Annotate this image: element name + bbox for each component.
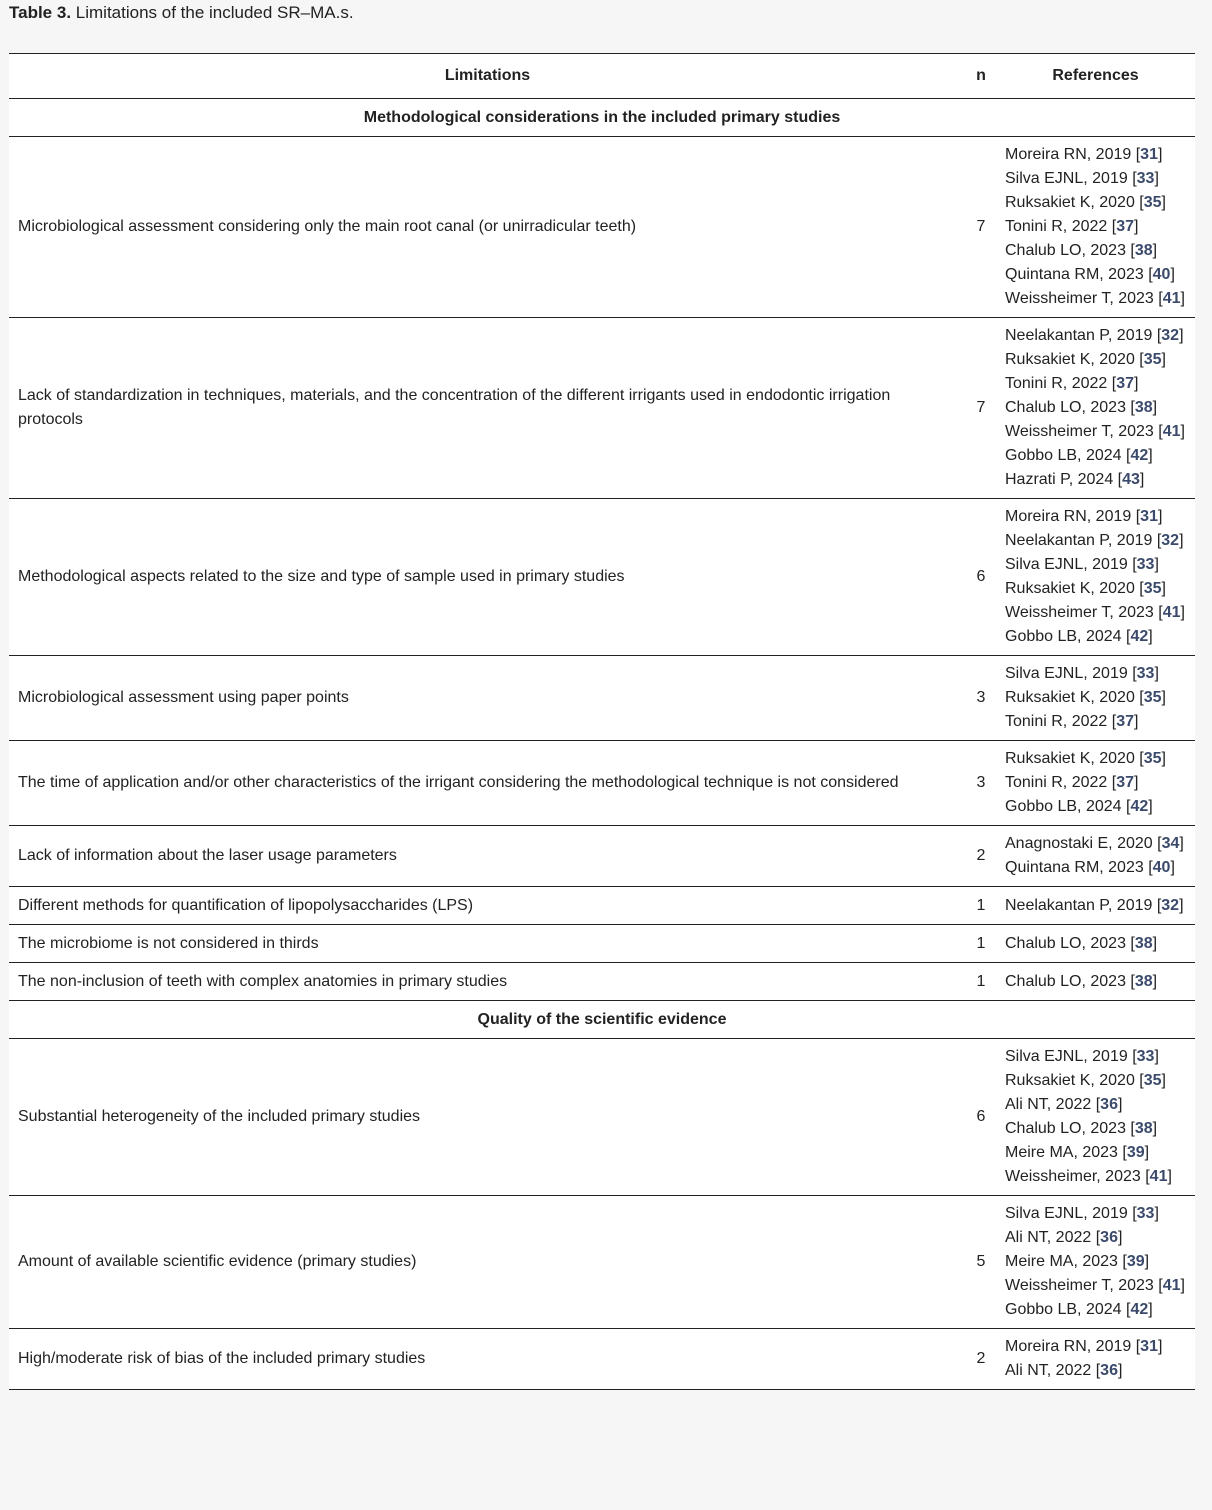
reference-item: Meire MA, 2023 [39] bbox=[1005, 1144, 1150, 1161]
reference-link[interactable]: 42 bbox=[1130, 628, 1149, 645]
limitation-cell: High/moderate risk of bias of the included primary studies bbox=[9, 1329, 966, 1390]
reference-author: Ali NT, 2022 bbox=[1005, 1229, 1096, 1246]
reference-author: Anagnostaki E, 2020 bbox=[1005, 835, 1158, 852]
limitation-cell: Lack of information about the laser usage parameters bbox=[9, 826, 966, 887]
reference-item: Ruksakiet K, 2020 [35] bbox=[1005, 580, 1166, 597]
reference-item: Ali NT, 2022 [36] bbox=[1005, 1229, 1123, 1246]
table-row bbox=[9, 826, 1195, 887]
references-cell bbox=[996, 925, 1195, 963]
reference-item: Tonini R, 2022 [37] bbox=[1005, 774, 1139, 791]
reference-item: Silva EJNL, 2019 [33] bbox=[1005, 665, 1159, 682]
reference-link[interactable]: 39 bbox=[1126, 1253, 1145, 1270]
reference-link[interactable]: 33 bbox=[1136, 556, 1155, 573]
references-cell bbox=[996, 318, 1195, 499]
count-cell: 1 bbox=[966, 963, 996, 1001]
limitation-cell: Amount of available scientific evidence (primary studies) bbox=[9, 1196, 966, 1329]
reference-item: Weissheimer T, 2023 [41] bbox=[1005, 290, 1185, 307]
reference-link[interactable]: 34 bbox=[1161, 835, 1180, 852]
reference-link[interactable]: 32 bbox=[1161, 532, 1180, 549]
references-cell bbox=[996, 741, 1195, 826]
limitation-cell: The non-inclusion of teeth with complex anatomies in primary studies bbox=[9, 963, 966, 1001]
references-cell bbox=[996, 1329, 1195, 1390]
reference-item: Weissheimer T, 2023 [41] bbox=[1005, 1277, 1185, 1294]
reference-item: Silva EJNL, 2019 [33] bbox=[1005, 556, 1159, 573]
reference-item: Neelakantan P, 2019 [32] bbox=[1005, 532, 1184, 549]
reference-author: Silva EJNL, 2019 bbox=[1005, 556, 1133, 573]
limitations-table-container bbox=[9, 53, 1195, 1390]
reference-item: Silva EJNL, 2019 [33] bbox=[1005, 1048, 1159, 1065]
reference-item: Anagnostaki E, 2020 [34] bbox=[1005, 835, 1184, 852]
reference-author: Neelakantan P, 2019 bbox=[1005, 896, 1157, 914]
table-row bbox=[9, 1196, 1195, 1329]
reference-author: Weissheimer, 2023 bbox=[1005, 1168, 1146, 1185]
reference-item: Quintana RM, 2023 [40] bbox=[1005, 859, 1175, 876]
reference-link[interactable]: 36 bbox=[1100, 1096, 1118, 1113]
reference-link[interactable]: 42 bbox=[1130, 798, 1149, 815]
table-row bbox=[9, 137, 1195, 318]
reference-author: Moreira RN, 2019 bbox=[1005, 508, 1136, 525]
reference-item: Moreira RN, 2019 [31] bbox=[1005, 146, 1163, 163]
count-cell: 3 bbox=[966, 741, 996, 826]
reference-link[interactable]: 33 bbox=[1136, 1205, 1155, 1222]
reference-link[interactable]: 31 bbox=[1140, 508, 1158, 525]
table-row bbox=[9, 963, 1195, 1001]
reference-author: Weissheimer T, 2023 bbox=[1005, 604, 1159, 621]
reference-author: Ruksakiet K, 2020 bbox=[1005, 750, 1140, 767]
reference-link[interactable]: 33 bbox=[1136, 170, 1155, 187]
reference-link[interactable]: 32 bbox=[1161, 896, 1180, 914]
reference-item: Ruksakiet K, 2020 [35] bbox=[1005, 351, 1166, 368]
reference-author: Chalub LO, 2023 bbox=[1005, 1120, 1131, 1137]
reference-link[interactable]: 38 bbox=[1134, 242, 1153, 259]
reference-item: Chalub LO, 2023 [38] bbox=[1005, 1120, 1158, 1137]
reference-author: Hazrati P, 2024 bbox=[1005, 471, 1118, 488]
reference-author: Ruksakiet K, 2020 bbox=[1005, 580, 1140, 597]
limitations-table bbox=[9, 53, 1195, 1390]
reference-link[interactable]: 40 bbox=[1152, 859, 1171, 876]
reference-item: Chalub LO, 2023 [38] bbox=[1005, 972, 1158, 990]
reference-item: Silva EJNL, 2019 [33] bbox=[1005, 1205, 1159, 1222]
reference-author: Silva EJNL, 2019 bbox=[1005, 1048, 1133, 1065]
references-cell bbox=[996, 137, 1195, 318]
reference-link[interactable]: 38 bbox=[1134, 399, 1153, 416]
reference-item: Tonini R, 2022 [37] bbox=[1005, 375, 1139, 392]
references-cell bbox=[996, 826, 1195, 887]
reference-item: Gobbo LB, 2024 [42] bbox=[1005, 447, 1153, 464]
count-cell: 2 bbox=[966, 1329, 996, 1390]
reference-item: Chalub LO, 2023 [38] bbox=[1005, 242, 1158, 259]
reference-author: Gobbo LB, 2024 bbox=[1005, 1301, 1126, 1318]
reference-link[interactable]: 41 bbox=[1162, 604, 1181, 621]
reference-author: Moreira RN, 2019 bbox=[1005, 146, 1136, 163]
reference-link[interactable]: 35 bbox=[1143, 351, 1162, 368]
table-caption-label: Table 3. bbox=[9, 3, 72, 22]
reference-link[interactable]: 41 bbox=[1162, 290, 1181, 307]
limitation-cell: Methodological aspects related to the size and type of sample used in primary studies bbox=[9, 499, 966, 656]
reference-author: Meire MA, 2023 bbox=[1005, 1253, 1123, 1270]
table-header-row bbox=[9, 54, 1195, 99]
reference-link[interactable]: 32 bbox=[1161, 327, 1180, 344]
references-cell bbox=[996, 1196, 1195, 1329]
reference-link[interactable]: 37 bbox=[1116, 375, 1134, 392]
reference-link[interactable]: 35 bbox=[1143, 580, 1162, 597]
reference-item: Neelakantan P, 2019 [32] bbox=[1005, 327, 1184, 344]
limitation-cell: The time of application and/or other characteristics of the irrigant considering the methodological technique is not considered bbox=[9, 741, 966, 826]
table-row bbox=[9, 887, 1195, 925]
reference-link[interactable]: 41 bbox=[1162, 423, 1181, 440]
reference-link[interactable]: 36 bbox=[1100, 1229, 1118, 1246]
reference-author: Tonini R, 2022 bbox=[1005, 713, 1112, 730]
reference-item: Ruksakiet K, 2020 [35] bbox=[1005, 194, 1166, 211]
section-title: Methodological considerations in the included primary studies bbox=[9, 99, 1195, 137]
header-limitations: Limitations bbox=[9, 54, 966, 99]
reference-author: Moreira RN, 2019 bbox=[1005, 1338, 1136, 1355]
reference-item: Meire MA, 2023 [39] bbox=[1005, 1253, 1150, 1270]
limitation-cell: The microbiome is not considered in thirds bbox=[9, 925, 966, 963]
reference-author: Neelakantan P, 2019 bbox=[1005, 532, 1157, 549]
limitation-cell: Different methods for quantification of lipopolysaccharides (LPS) bbox=[9, 887, 966, 925]
reference-item: Ruksakiet K, 2020 [35] bbox=[1005, 750, 1166, 767]
reference-author: Ruksakiet K, 2020 bbox=[1005, 1072, 1140, 1089]
references-cell bbox=[996, 499, 1195, 656]
reference-link[interactable]: 42 bbox=[1130, 1301, 1149, 1318]
count-cell: 7 bbox=[966, 318, 996, 499]
reference-author: Gobbo LB, 2024 bbox=[1005, 798, 1126, 815]
table-row bbox=[9, 741, 1195, 826]
table-row bbox=[9, 318, 1195, 499]
reference-item: Quintana RM, 2023 [40] bbox=[1005, 266, 1175, 283]
table-row bbox=[9, 499, 1195, 656]
reference-link[interactable]: 35 bbox=[1143, 1072, 1162, 1089]
reference-item: Neelakantan P, 2019 [32] bbox=[1005, 896, 1184, 914]
count-cell: 3 bbox=[966, 656, 996, 741]
reference-item: Tonini R, 2022 [37] bbox=[1005, 713, 1139, 730]
reference-item: Hazrati P, 2024 [43] bbox=[1005, 471, 1145, 488]
count-cell: 1 bbox=[966, 887, 996, 925]
references-cell bbox=[996, 887, 1195, 925]
reference-author: Ruksakiet K, 2020 bbox=[1005, 194, 1140, 211]
reference-link[interactable]: 43 bbox=[1122, 471, 1140, 488]
reference-link[interactable]: 33 bbox=[1136, 665, 1155, 682]
reference-author: Ali NT, 2022 bbox=[1005, 1096, 1096, 1113]
reference-author: Gobbo LB, 2024 bbox=[1005, 447, 1126, 464]
reference-link[interactable]: 42 bbox=[1130, 447, 1149, 464]
reference-author: Neelakantan P, 2019 bbox=[1005, 327, 1157, 344]
count-cell: 7 bbox=[966, 137, 996, 318]
count-cell: 1 bbox=[966, 925, 996, 963]
reference-author: Tonini R, 2022 bbox=[1005, 774, 1112, 791]
reference-link[interactable]: 37 bbox=[1116, 218, 1134, 235]
reference-author: Ruksakiet K, 2020 bbox=[1005, 351, 1140, 368]
reference-author: Meire MA, 2023 bbox=[1005, 1144, 1123, 1161]
reference-item: Ali NT, 2022 [36] bbox=[1005, 1096, 1123, 1113]
references-cell bbox=[996, 656, 1195, 741]
reference-link[interactable]: 37 bbox=[1116, 713, 1134, 730]
header-n: n bbox=[966, 54, 996, 99]
reference-author: Chalub LO, 2023 bbox=[1005, 934, 1131, 952]
reference-item: Chalub LO, 2023 [38] bbox=[1005, 399, 1158, 416]
limitation-cell: Substantial heterogeneity of the included primary studies bbox=[9, 1039, 966, 1196]
reference-link[interactable]: 41 bbox=[1162, 1277, 1181, 1294]
reference-link[interactable]: 39 bbox=[1126, 1144, 1145, 1161]
reference-author: Chalub LO, 2023 bbox=[1005, 399, 1131, 416]
reference-link[interactable]: 31 bbox=[1140, 146, 1158, 163]
references-cell bbox=[996, 1039, 1195, 1196]
header-references: References bbox=[996, 54, 1195, 99]
reference-item: Weissheimer T, 2023 [41] bbox=[1005, 423, 1185, 440]
reference-item: Gobbo LB, 2024 [42] bbox=[1005, 1301, 1153, 1318]
reference-link[interactable]: 33 bbox=[1136, 1048, 1155, 1065]
reference-item: Gobbo LB, 2024 [42] bbox=[1005, 798, 1153, 815]
reference-author: Weissheimer T, 2023 bbox=[1005, 1277, 1159, 1294]
reference-author: Chalub LO, 2023 bbox=[1005, 972, 1131, 990]
reference-author: Quintana RM, 2023 bbox=[1005, 266, 1149, 283]
reference-item: Gobbo LB, 2024 [42] bbox=[1005, 628, 1153, 645]
section-row bbox=[9, 1001, 1195, 1039]
count-cell: 2 bbox=[966, 826, 996, 887]
reference-author: Silva EJNL, 2019 bbox=[1005, 170, 1133, 187]
reference-link[interactable]: 36 bbox=[1100, 1362, 1118, 1379]
count-cell: 6 bbox=[966, 1039, 996, 1196]
reference-link[interactable]: 38 bbox=[1134, 972, 1153, 990]
table-body bbox=[9, 99, 1195, 1390]
reference-link[interactable]: 31 bbox=[1140, 1338, 1158, 1355]
table-row bbox=[9, 1329, 1195, 1390]
reference-item: Chalub LO, 2023 [38] bbox=[1005, 934, 1158, 952]
reference-link[interactable]: 35 bbox=[1143, 689, 1162, 706]
reference-link[interactable]: 38 bbox=[1134, 1120, 1153, 1137]
section-row bbox=[9, 99, 1195, 137]
reference-link[interactable]: 37 bbox=[1116, 774, 1134, 791]
reference-author: Chalub LO, 2023 bbox=[1005, 242, 1131, 259]
table-caption-text: Limitations of the included SR–MA.s. bbox=[71, 3, 354, 22]
reference-author: Tonini R, 2022 bbox=[1005, 218, 1112, 235]
table-row bbox=[9, 1039, 1195, 1196]
table-caption bbox=[9, 2, 354, 24]
limitation-cell: Lack of standardization in techniques, materials, and the concentration of the different irrigants used in endodontic irrigation protocols bbox=[9, 318, 966, 499]
table-row bbox=[9, 656, 1195, 741]
reference-item: Moreira RN, 2019 [31] bbox=[1005, 1338, 1163, 1355]
reference-item: Weissheimer T, 2023 [41] bbox=[1005, 604, 1185, 621]
reference-author: Weissheimer T, 2023 bbox=[1005, 290, 1159, 307]
table-row bbox=[9, 925, 1195, 963]
reference-link[interactable]: 38 bbox=[1134, 934, 1153, 952]
reference-author: Weissheimer T, 2023 bbox=[1005, 423, 1159, 440]
references-cell bbox=[996, 963, 1195, 1001]
reference-author: Tonini R, 2022 bbox=[1005, 375, 1112, 392]
reference-link[interactable]: 35 bbox=[1143, 750, 1162, 767]
count-cell: 6 bbox=[966, 499, 996, 656]
section-title: Quality of the scientific evidence bbox=[9, 1001, 1195, 1039]
reference-link[interactable]: 40 bbox=[1152, 266, 1171, 283]
reference-author: Quintana RM, 2023 bbox=[1005, 859, 1149, 876]
reference-item: Moreira RN, 2019 [31] bbox=[1005, 508, 1163, 525]
reference-item: Weissheimer, 2023 [41] bbox=[1005, 1168, 1172, 1185]
reference-item: Ruksakiet K, 2020 [35] bbox=[1005, 689, 1166, 706]
reference-item: Silva EJNL, 2019 [33] bbox=[1005, 170, 1159, 187]
reference-link[interactable]: 41 bbox=[1149, 1168, 1168, 1185]
limitation-cell: Microbiological assessment using paper points bbox=[9, 656, 966, 741]
limitation-cell: Microbiological assessment considering only the main root canal (or unirradicular teeth) bbox=[9, 137, 966, 318]
reference-link[interactable]: 35 bbox=[1143, 194, 1162, 211]
reference-author: Ali NT, 2022 bbox=[1005, 1362, 1096, 1379]
reference-author: Gobbo LB, 2024 bbox=[1005, 628, 1126, 645]
reference-author: Silva EJNL, 2019 bbox=[1005, 665, 1133, 682]
reference-item: Ali NT, 2022 [36] bbox=[1005, 1362, 1123, 1379]
reference-author: Ruksakiet K, 2020 bbox=[1005, 689, 1140, 706]
reference-item: Ruksakiet K, 2020 [35] bbox=[1005, 1072, 1166, 1089]
reference-item: Tonini R, 2022 [37] bbox=[1005, 218, 1139, 235]
count-cell: 5 bbox=[966, 1196, 996, 1329]
reference-author: Silva EJNL, 2019 bbox=[1005, 1205, 1133, 1222]
